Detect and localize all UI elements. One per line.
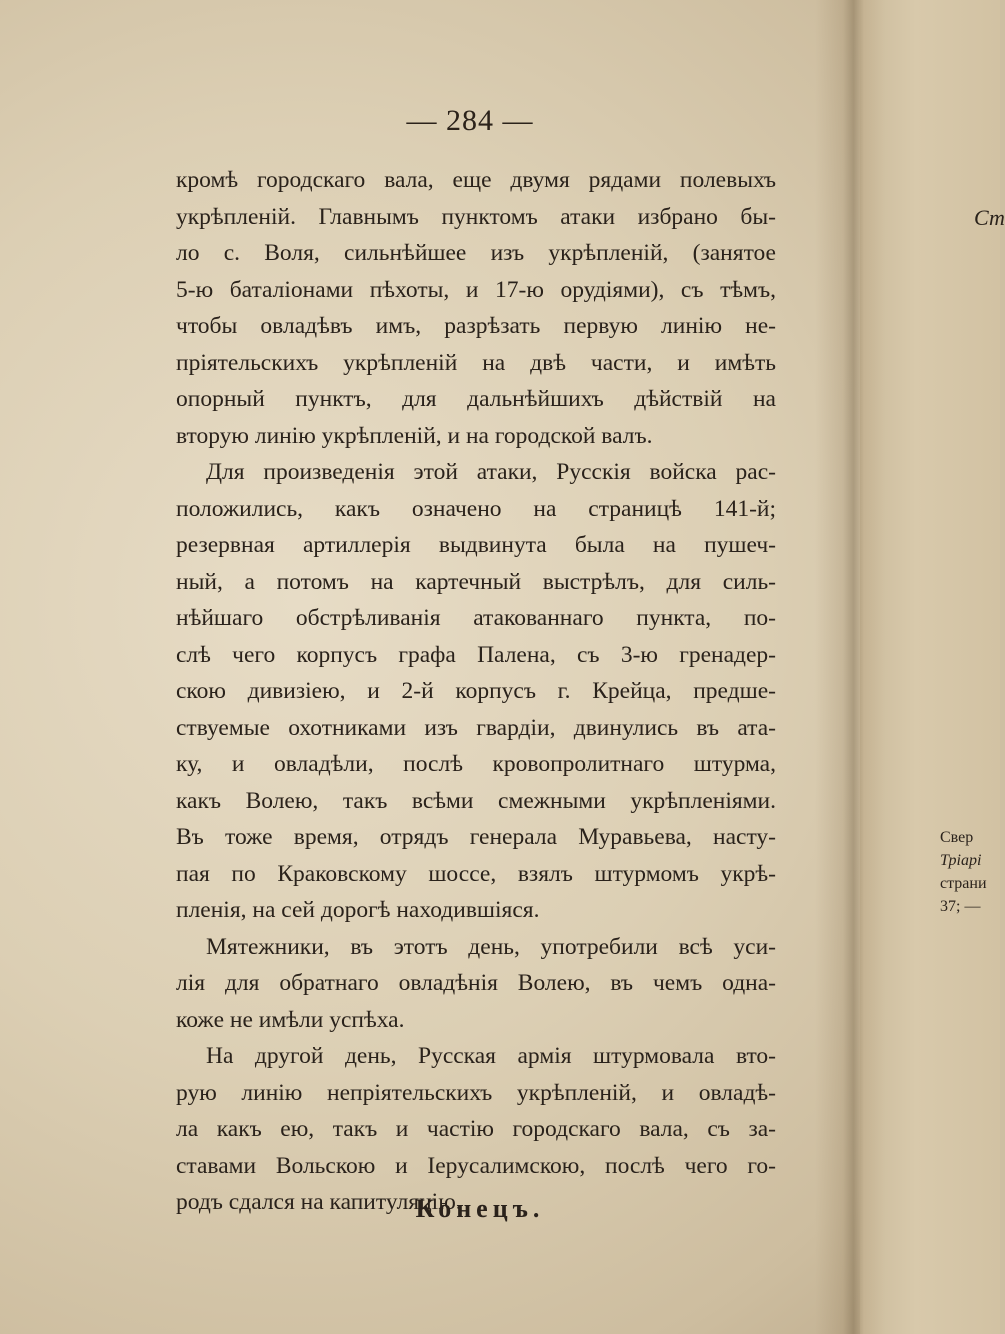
text-line: пленія, на сей дорогѣ находившіяся. [176, 897, 540, 923]
page-number: — 284 — [406, 104, 534, 137]
text-line: нѣйшаго обстрѣливанія атакованнаго пункта, по- [176, 605, 776, 631]
facing-page-text-block [940, 826, 987, 918]
facing-page-line: 37; — [940, 898, 981, 915]
body-text [176, 162, 776, 1221]
text-line: Въ тоже время, отрядъ генерала Муравьева, насту- [176, 824, 776, 850]
facing-page-top-snippet: Ст [974, 205, 1005, 230]
text-line: пая по Краковскому шоссе, взялъ штурмомъ укрѣ- [176, 860, 776, 887]
text-line: ствуемые охотниками изъ гвардіи, двинулись въ ата- [176, 714, 776, 741]
text-line: 5-ю баталіонами пѣхоты, и 17-ю орудіями), съ тѣмъ, [176, 276, 776, 303]
text-line: ставами Вольскою и Іерусалимскою, послѣ чего го- [176, 1152, 776, 1179]
text-line: ла какъ ею, такъ и частію городскаго вала, съ за- [176, 1116, 776, 1142]
text-line: ло с. Воля, сильнѣйшее изъ укрѣпленій, (занятое [176, 240, 776, 266]
facing-page-line: страни [940, 875, 987, 892]
facing-page-line: Тріарі [940, 852, 982, 869]
text-line: лія для обратнаго овладѣнія Волею, въ чемъ одна- [176, 970, 776, 996]
text-line: какъ Волею, такъ всѣми смежными укрѣпленіями. [176, 787, 776, 814]
facing-page-line: Свер [940, 829, 974, 846]
text-line: кромѣ городскаго вала, еще двумя рядами полевыхъ [176, 167, 776, 193]
text-line: На другой день, Русская армія штурмовала вто- [206, 1043, 776, 1069]
text-line: скою дивизіею, и 2-й корпусъ г. Крейца, предше- [176, 678, 776, 704]
text-line: Для произведенія этой атаки, Русскія войска рас- [206, 459, 776, 485]
text-line: кожe не имѣли успѣха. [176, 1006, 405, 1033]
text-line: ный, а потомъ на картечный выстрѣлъ, для силь- [176, 568, 776, 595]
text-line: укрѣпленій. Главнымъ пунктомъ атаки избрано бы- [176, 203, 776, 230]
text-line: Мятежники, въ этотъ день, употребили всѣ уси- [206, 933, 776, 960]
text-line: опорный пунктъ, для дальнѣйшихъ дѣйствій на [176, 386, 776, 412]
text-line: резервная артиллерія выдвинута была на пушеч- [176, 532, 776, 558]
text-line: вторую линію укрѣпленій, и на городской валъ. [176, 422, 653, 449]
text-line: родъ сдался на капитуляцію. [176, 1189, 462, 1215]
text-line: чтобы овладѣвъ имъ, разрѣзать первую линію не- [176, 313, 776, 339]
text-line: рую линію непріятельскихъ укрѣпленій, и овладѣ- [176, 1079, 776, 1106]
text-line: ку, и овладѣли, послѣ кровопролитнаго штурма, [176, 751, 776, 777]
end-mark: Конецъ. [415, 1194, 545, 1223]
text-line: положились, какъ означено на страницѣ 141-й; [176, 495, 776, 522]
text-line: слѣ чего корпусъ графа Палена, съ 3-ю гренадер- [176, 641, 776, 668]
text-line: пріятельскихъ укрѣпленій на двѣ части, и имѣть [176, 349, 776, 376]
